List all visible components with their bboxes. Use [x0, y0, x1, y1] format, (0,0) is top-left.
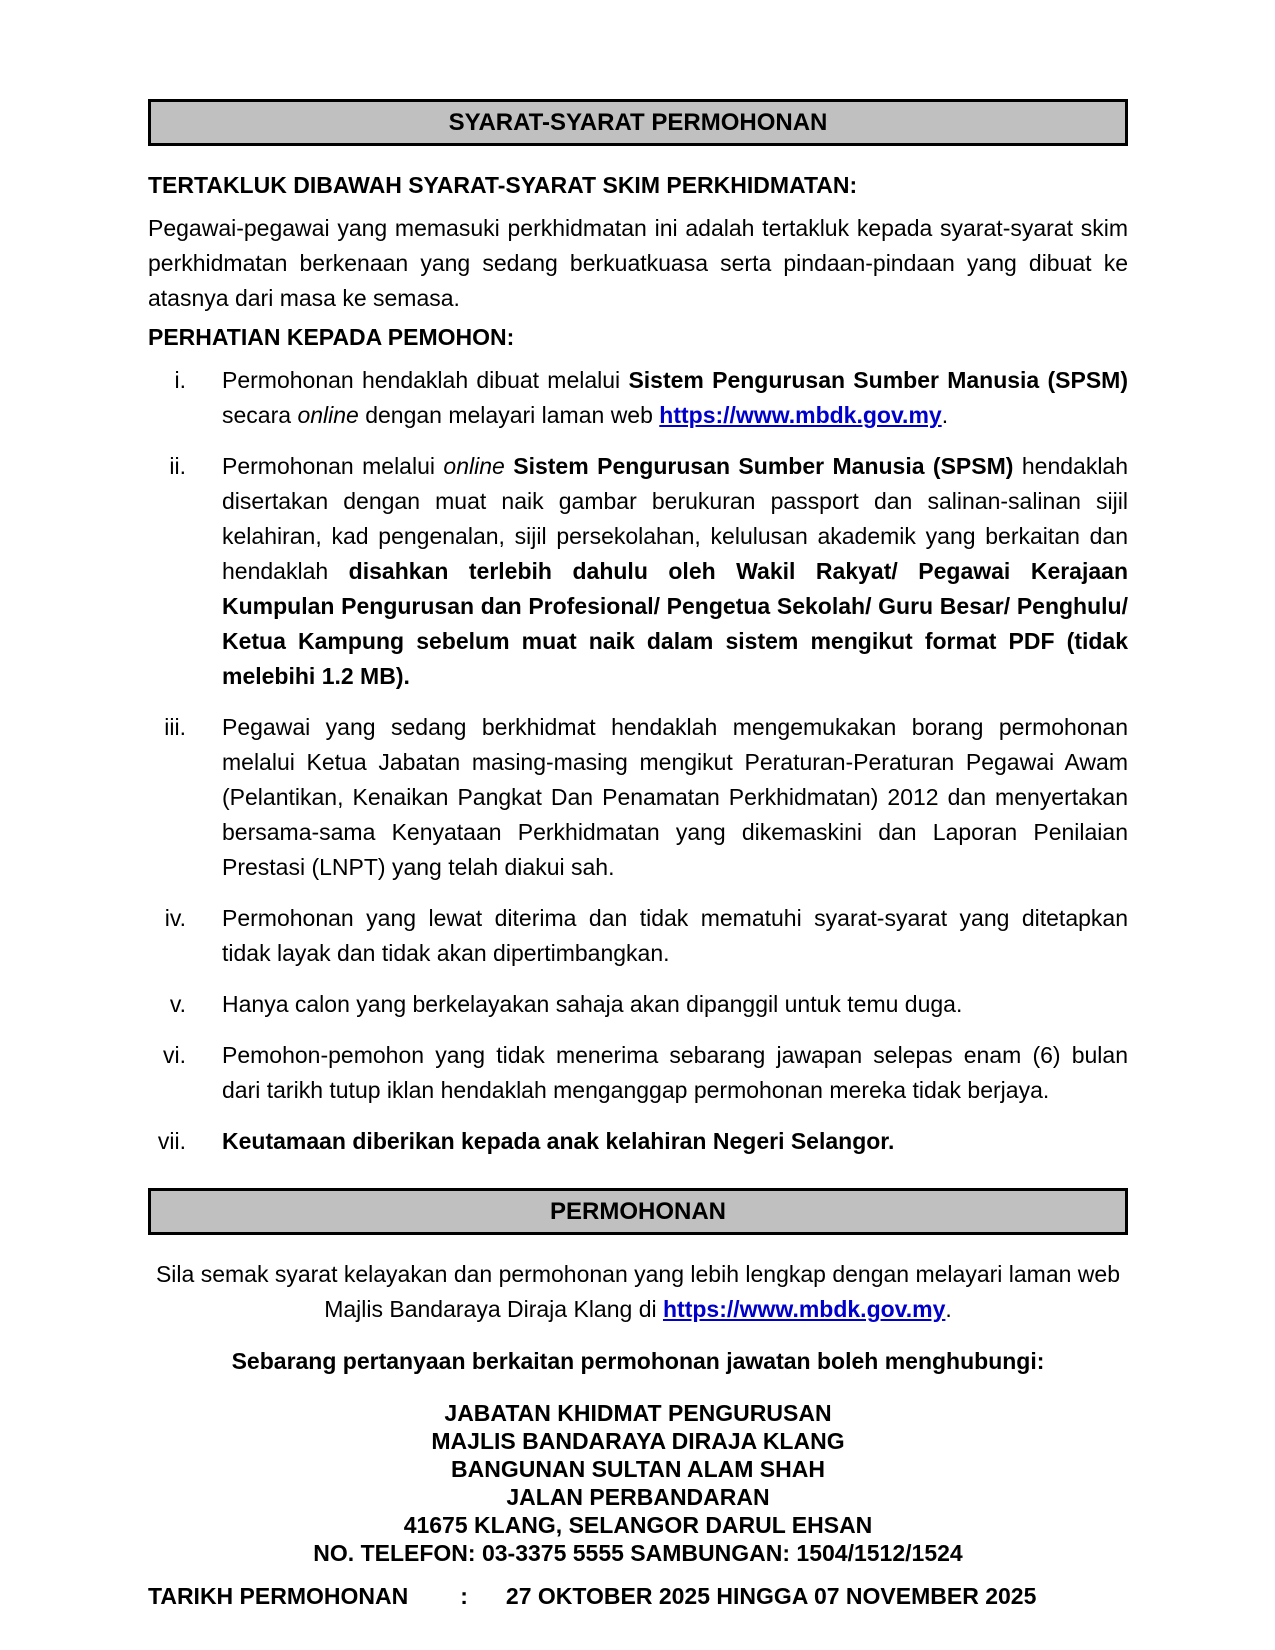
requirement-marker: iv. — [164, 905, 186, 931]
requirement-item-vi — [148, 1038, 1128, 1108]
text-run: Keutamaan diberikan kepada anak kelahiran Negeri Selangor. — [222, 1128, 895, 1154]
application-date-value: 27 OKTOBER 2025 HINGGA 07 NOVEMBER 2025 — [505, 1583, 1037, 1609]
requirement-marker: iii. — [164, 714, 186, 740]
requirement-marker: vii. — [157, 1128, 186, 1154]
requirement-item-vii — [148, 1124, 1128, 1159]
requirement-text — [222, 1124, 1128, 1159]
text-run: Hanya calon yang berkelayakan sahaja akan dipanggil untuk temu duga. — [222, 991, 963, 1017]
requirement-text — [222, 449, 1128, 694]
section-header-permohonan-title: PERMOHONAN — [549, 1198, 726, 1225]
section-header-syarat-title: SYARAT-SYARAT PERMOHONAN — [448, 109, 828, 136]
permohonan-intro — [148, 1257, 1128, 1327]
text-run: Sistem Pengurusan Sumber Manusia (SPSM) — [513, 453, 1014, 479]
requirement-marker: ii. — [169, 453, 186, 479]
address-line-council: MAJLIS BANDARAYA DIRAJA KLANG — [431, 1428, 845, 1454]
contact-address-block — [148, 1399, 1128, 1567]
text-run: online — [297, 402, 359, 428]
text-run: Sila semak syarat kelayakan dan permohonan yang lebih lengkap dengan melayari laman web Majlis Bandaraya Diraja Klang di — [155, 1261, 1121, 1322]
requirement-marker: i. — [174, 367, 186, 393]
text-run: Pemohon-pemohon yang tidak menerima sebarang jawapan selepas enam (6) bulan dari tarikh tutup iklan hendaklah menganggap permohonan mereka tidak berjaya. — [222, 1042, 1128, 1103]
address-line-city: 41675 KLANG, SELANGOR DARUL EHSAN — [403, 1512, 873, 1538]
text-run: dengan melayari laman web — [358, 402, 660, 428]
requirement-item-iv — [148, 901, 1128, 971]
heading-skim-perkhidmatan: TERTAKLUK DIBAWAH SYARAT-SYARAT SKIM PERKHIDMATAN: — [148, 172, 858, 198]
application-date-row — [148, 1579, 1128, 1614]
address-line-phone: NO. TELEFON: 03-3375 5555 SAMBUNGAN: 1504/1512/1524 — [313, 1540, 963, 1566]
requirement-marker: vi. — [163, 1042, 186, 1068]
section-header-syarat — [148, 99, 1128, 146]
skim-paragraph: Pegawai-pegawai yang memasuki perkhidmatan ini adalah tertakluk kepada syarat-syarat skim perkhidmatan berkenaan yang sedang berkuatkuasa serta pindaan-pindaan yang dibuat ke atasnya dari masa ke semasa. — [148, 215, 1128, 311]
requirement-item-i — [148, 363, 1128, 433]
requirement-item-v — [148, 987, 1128, 1022]
address-line-street: JALAN PERBANDARAN — [506, 1484, 770, 1510]
text-run: . — [945, 1296, 952, 1322]
address-line-department: JABATAN KHIDMAT PENGURUSAN — [444, 1400, 832, 1426]
text-run: Permohonan hendaklah dibuat melalui — [222, 367, 629, 393]
text-run: Sistem Pengurusan Sumber Manusia (SPSM) — [628, 367, 1128, 393]
heading-perhatian: PERHATIAN KEPADA PEMOHON: — [148, 324, 515, 350]
requirement-text — [222, 901, 1128, 971]
text-run: Pegawai yang sedang berkhidmat hendaklah mengemukakan borang permohonan melalui Ketua Jabatan masing-masing mengikut Peraturan-Peraturan Pegawai Awam (Pelantikan, Kenaikan Pangkat Dan Penamatan Perkhidmatan) 2012 dan menyertakan bersama-sama Kenyataan Perkhidmatan yang dikemaskini dan Laporan Penilaian Prestasi (LNPT) yang telah diakui sah. — [222, 714, 1128, 880]
text-run: hendaklah disertakan dengan muat naik gambar berukuran passport dan salinan-salinan sijil kelahiran, kad pengenalan, sijil persekolahan, kelulusan akademik yang berkaitan dan hendaklah — [222, 453, 1129, 584]
perhatian-list — [148, 363, 1128, 1159]
mbdk-website-link[interactable]: https://www.mbdk.gov.my — [662, 1296, 946, 1322]
address-line-building: BANGUNAN SULTAN ALAM SHAH — [451, 1456, 825, 1482]
requirement-text — [222, 1038, 1128, 1108]
application-date-separator: : — [460, 1583, 468, 1609]
application-date-label: TARIKH PERMOHONAN — [148, 1583, 409, 1609]
section-header-permohonan — [148, 1188, 1128, 1235]
requirement-text — [222, 363, 1128, 433]
requirement-text — [222, 710, 1128, 885]
text-run: Permohonan yang lewat diterima dan tidak mematuhi syarat-syarat yang ditetapkan tidak layak dan tidak akan dipertimbangkan. — [222, 905, 1128, 966]
text-run: secara — [222, 402, 298, 428]
text-run: disahkan terlebih dahulu oleh Wakil Rakyat/ Pegawai Kerajaan Kumpulan Pengurusan dan Profesional/ Pengetua Sekolah/ Guru Besar/ Penghulu/ Ketua Kampung sebelum muat naik dalam sistem mengikut format PDF (tidak melebihi 1.2 MB). — [222, 558, 1128, 689]
requirement-item-iii — [148, 710, 1128, 885]
text-run: Permohonan melalui — [222, 453, 444, 479]
text-run — [505, 453, 513, 479]
contact-heading: Sebarang pertanyaan berkaitan permohonan jawatan boleh menghubungi: — [231, 1348, 1045, 1374]
text-run: online — [443, 453, 505, 479]
requirement-marker: v. — [169, 991, 186, 1017]
requirement-text — [222, 987, 1128, 1022]
mbdk-website-link[interactable]: https://www.mbdk.gov.my — [659, 402, 942, 428]
text-run: . — [941, 402, 949, 428]
requirement-item-ii — [148, 449, 1128, 694]
